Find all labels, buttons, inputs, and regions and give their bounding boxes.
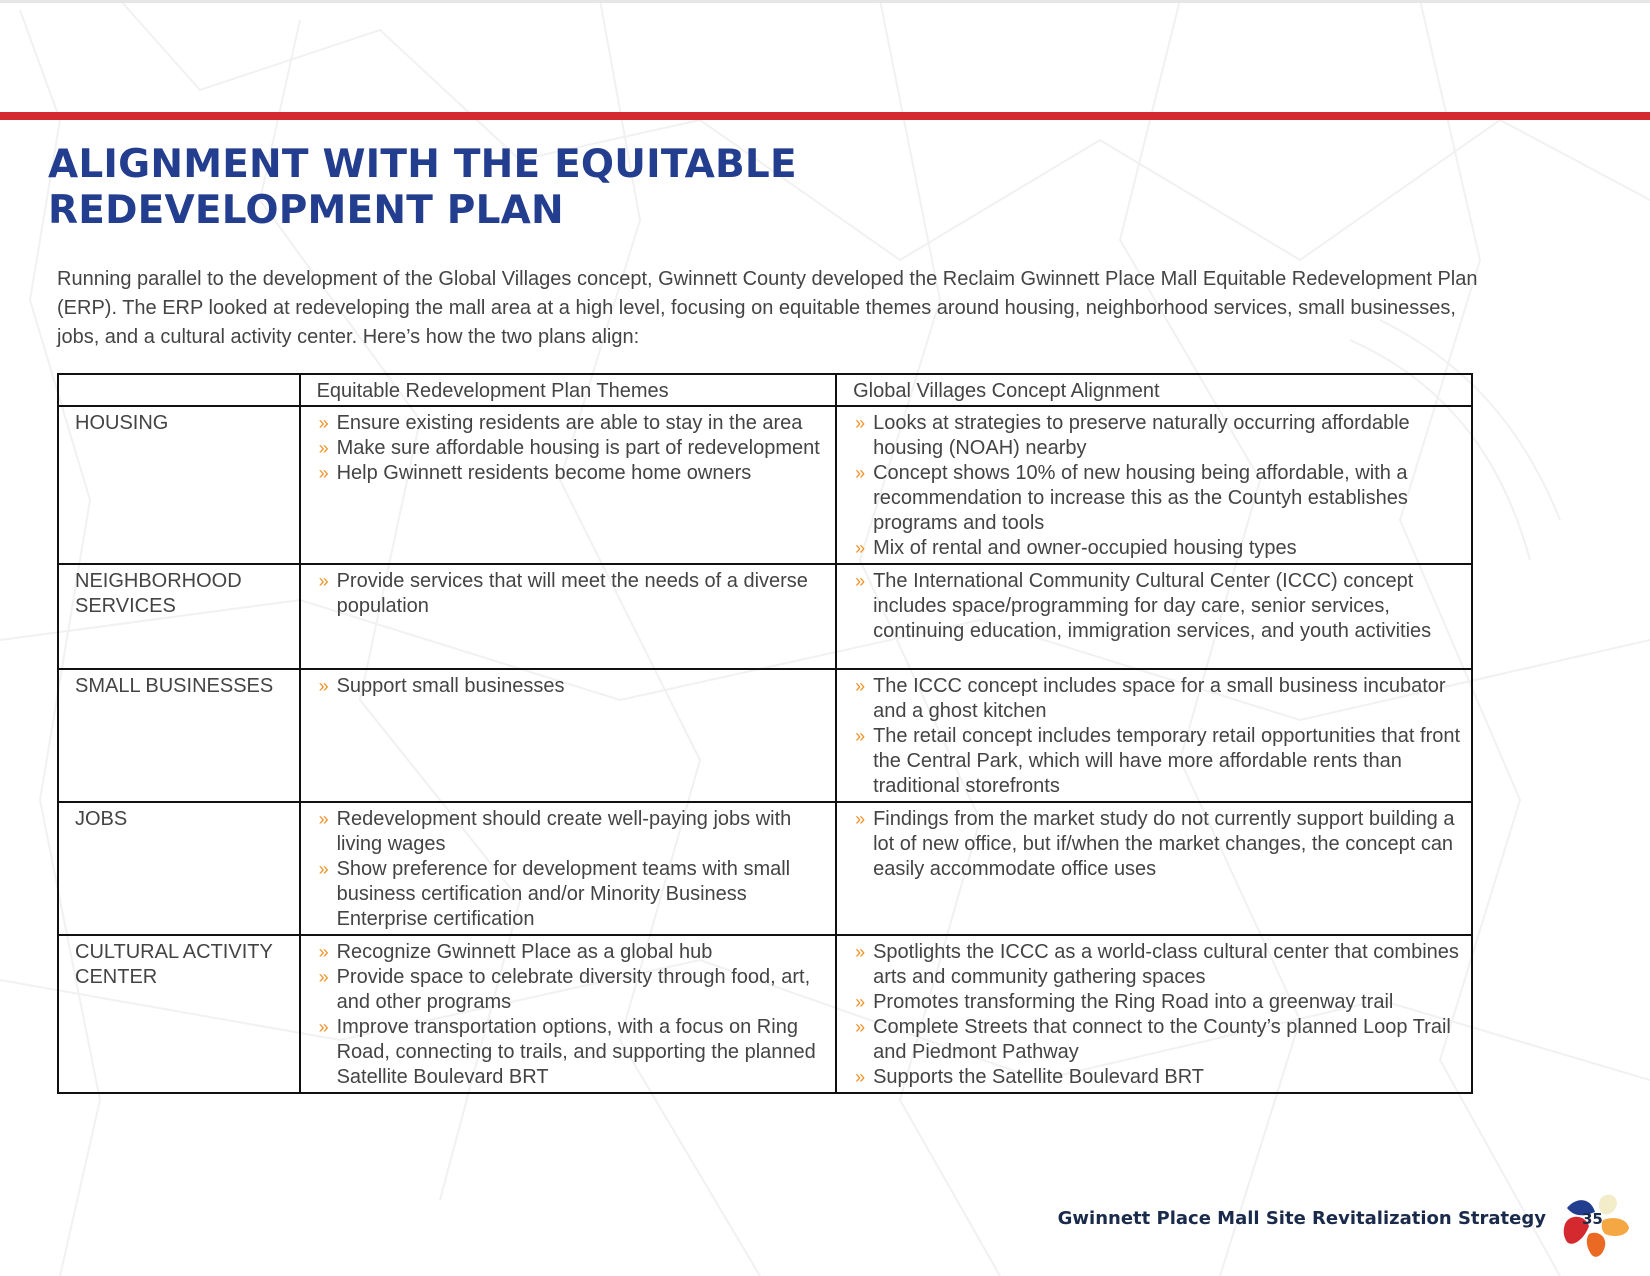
alignment-item [855, 940, 1463, 990]
bullet-list [837, 936, 1471, 1092]
erp-theme-item-text: Show preference for development teams with small business certification and/or Minority Business Enterprise certification [336, 858, 791, 930]
alignment-item-text: Complete Streets that connect to the County’s planned Loop Trail and Piedmont Pathway [873, 1016, 1451, 1063]
erp-themes-cell [300, 669, 837, 802]
alignment-item [855, 536, 1463, 561]
category-cell [58, 802, 300, 935]
erp-themes-cell [300, 802, 837, 935]
double-chevron-right-icon: » [855, 571, 866, 591]
alignment-cell [836, 935, 1472, 1093]
header-global-villages-label: Global Villages Concept Alignment [853, 380, 1160, 402]
alignment-item [855, 411, 1463, 461]
erp-theme-item [318, 807, 828, 857]
double-chevron-right-icon: » [318, 942, 329, 962]
alignment-item-text: The ICCC concept includes space for a small business incubator and a ghost kitchen [873, 675, 1446, 722]
alignment-item-text: Promotes transforming the Ring Road into a greenway trail [873, 991, 1394, 1013]
header-category-cell [58, 374, 300, 406]
double-chevron-right-icon: » [855, 726, 866, 746]
alignment-item-text: Findings from the market study do not currently support building a lot of new office, but if/when the market changes, the concept can easily accommodate office uses [873, 808, 1455, 880]
header-erp-themes-label: Equitable Redevelopment Plan Themes [316, 380, 669, 402]
alignment-item [855, 807, 1463, 882]
bullet-list [301, 565, 836, 621]
category-label: CULTURAL ACTIVITY CENTER [75, 941, 273, 988]
alignment-item [855, 1015, 1463, 1065]
double-chevron-right-icon: » [318, 1017, 329, 1037]
intro-paragraph: Running parallel to the development of the Global Villages concept, Gwinnett County developed the Reclaim Gwinnett Place Mall Equitable Redevelopment Plan (ERP). The ERP looked at redeveloping the mall area at a high level, focusing on equitable themes around housing, neighborhood services, small businesses, jobs, and a cultural activity center. Here’s how the two plans align: [57, 268, 1478, 348]
double-chevron-right-icon: » [318, 859, 329, 879]
alignment-cell [836, 669, 1472, 802]
erp-theme-item [318, 857, 828, 932]
erp-theme-item-text: Redevelopment should create well-paying jobs with living wages [336, 808, 792, 855]
alignment-item-text: Concept shows 10% of new housing being affordable, with a recommendation to increase this as the Countyh establishes programs and tools [873, 462, 1408, 534]
erp-themes-cell [300, 564, 837, 669]
alignment-table [57, 373, 1473, 1094]
page-number: 35 [1582, 1210, 1603, 1228]
erp-theme-item-text: Provide space to celebrate diversity through food, art, and other programs [336, 966, 811, 1013]
alignment-cell [836, 802, 1472, 935]
erp-theme-item [318, 1015, 828, 1090]
alignment-item-text: Spotlights the ICCC as a world-class cultural center that combines arts and community gathering spaces [873, 941, 1459, 988]
erp-themes-cell [300, 935, 837, 1093]
alignment-item-text: Looks at strategies to preserve naturally occurring affordable housing (NOAH) nearby [873, 412, 1410, 459]
bullet-list [301, 936, 836, 1092]
double-chevron-right-icon: » [855, 809, 866, 829]
double-chevron-right-icon: » [855, 676, 866, 696]
bullet-list [837, 670, 1471, 801]
double-chevron-right-icon: » [855, 942, 866, 962]
category-label: HOUSING [75, 412, 169, 434]
double-chevron-right-icon: » [318, 676, 329, 696]
alignment-item-text: Supports the Satellite Boulevard BRT [873, 1066, 1205, 1088]
table-row [58, 564, 1472, 669]
bullet-list [301, 670, 836, 701]
alignment-item-text: The retail concept includes temporary retail opportunities that front the Central Park, which will have more affordable rents than traditional storefronts [873, 725, 1461, 797]
alignment-item [855, 674, 1463, 724]
erp-theme-item [318, 411, 828, 436]
erp-theme-item-text: Make sure affordable housing is part of redevelopment [336, 437, 820, 459]
table-row [58, 935, 1472, 1093]
table-row [58, 406, 1472, 564]
category-cell [58, 669, 300, 802]
double-chevron-right-icon: » [855, 1067, 866, 1087]
double-chevron-right-icon: » [318, 571, 329, 591]
erp-theme-item-text: Ensure existing residents are able to stay in the area [336, 412, 803, 434]
category-cell [58, 564, 300, 669]
page-title-line-2: REDEVELOPMENT PLAN [48, 188, 564, 233]
double-chevron-right-icon: » [855, 538, 866, 558]
double-chevron-right-icon: » [855, 463, 866, 483]
erp-theme-item-text: Support small businesses [336, 675, 565, 697]
bullet-list [301, 803, 836, 934]
erp-theme-item-text: Provide services that will meet the needs of a diverse population [336, 570, 808, 617]
table-row [58, 669, 1472, 802]
double-chevron-right-icon: » [318, 463, 329, 483]
page-title [48, 142, 797, 234]
alignment-item [855, 990, 1463, 1015]
double-chevron-right-icon: » [855, 413, 866, 433]
erp-themes-cell [300, 406, 837, 564]
alignment-item-text: Mix of rental and owner-occupied housing types [873, 537, 1297, 559]
bullet-list [837, 803, 1471, 884]
header-global-villages-alignment [836, 374, 1472, 406]
header-erp-themes [300, 374, 837, 406]
bullet-list [837, 407, 1471, 563]
erp-theme-item [318, 436, 828, 461]
page-top-border [0, 0, 1650, 3]
category-cell [58, 935, 300, 1093]
alignment-item [855, 461, 1463, 536]
table-row [58, 802, 1472, 935]
erp-theme-item [318, 461, 828, 486]
bullet-list [301, 407, 836, 488]
erp-theme-item [318, 965, 828, 1015]
header-accent-bar [0, 112, 1650, 120]
alignment-item [855, 724, 1463, 799]
page-title-line-1: ALIGNMENT WITH THE EQUITABLE [48, 142, 797, 187]
bullet-list [837, 565, 1471, 646]
double-chevron-right-icon: » [855, 992, 866, 1012]
double-chevron-right-icon: » [318, 809, 329, 829]
alignment-cell [836, 564, 1472, 669]
alignment-cell [836, 406, 1472, 564]
double-chevron-right-icon: » [318, 413, 329, 433]
table-header-row [58, 374, 1472, 406]
erp-theme-item [318, 674, 828, 699]
double-chevron-right-icon: » [318, 438, 329, 458]
double-chevron-right-icon: » [318, 967, 329, 987]
alignment-item [855, 1065, 1463, 1090]
footer-document-title: Gwinnett Place Mall Site Revitalization Strategy [1057, 1208, 1546, 1229]
erp-theme-item [318, 569, 828, 619]
category-cell [58, 406, 300, 564]
alignment-item-text: The International Community Cultural Center (ICCC) concept includes space/programming for day care, senior services, continuing education, immigration services, and youth activities [873, 570, 1432, 642]
category-label: JOBS [75, 808, 128, 830]
double-chevron-right-icon: » [855, 1017, 866, 1037]
erp-theme-item-text: Recognize Gwinnett Place as a global hub [336, 941, 713, 963]
alignment-item [855, 569, 1463, 644]
category-label: SMALL BUSINESSES [75, 675, 274, 697]
erp-theme-item [318, 940, 828, 965]
erp-theme-item-text: Improve transportation options, with a focus on Ring Road, connecting to trails, and supporting the planned Satellite Boulevard BRT [336, 1016, 816, 1088]
category-label: NEIGHBORHOOD SERVICES [75, 570, 242, 617]
erp-theme-item-text: Help Gwinnett residents become home owners [336, 462, 752, 484]
